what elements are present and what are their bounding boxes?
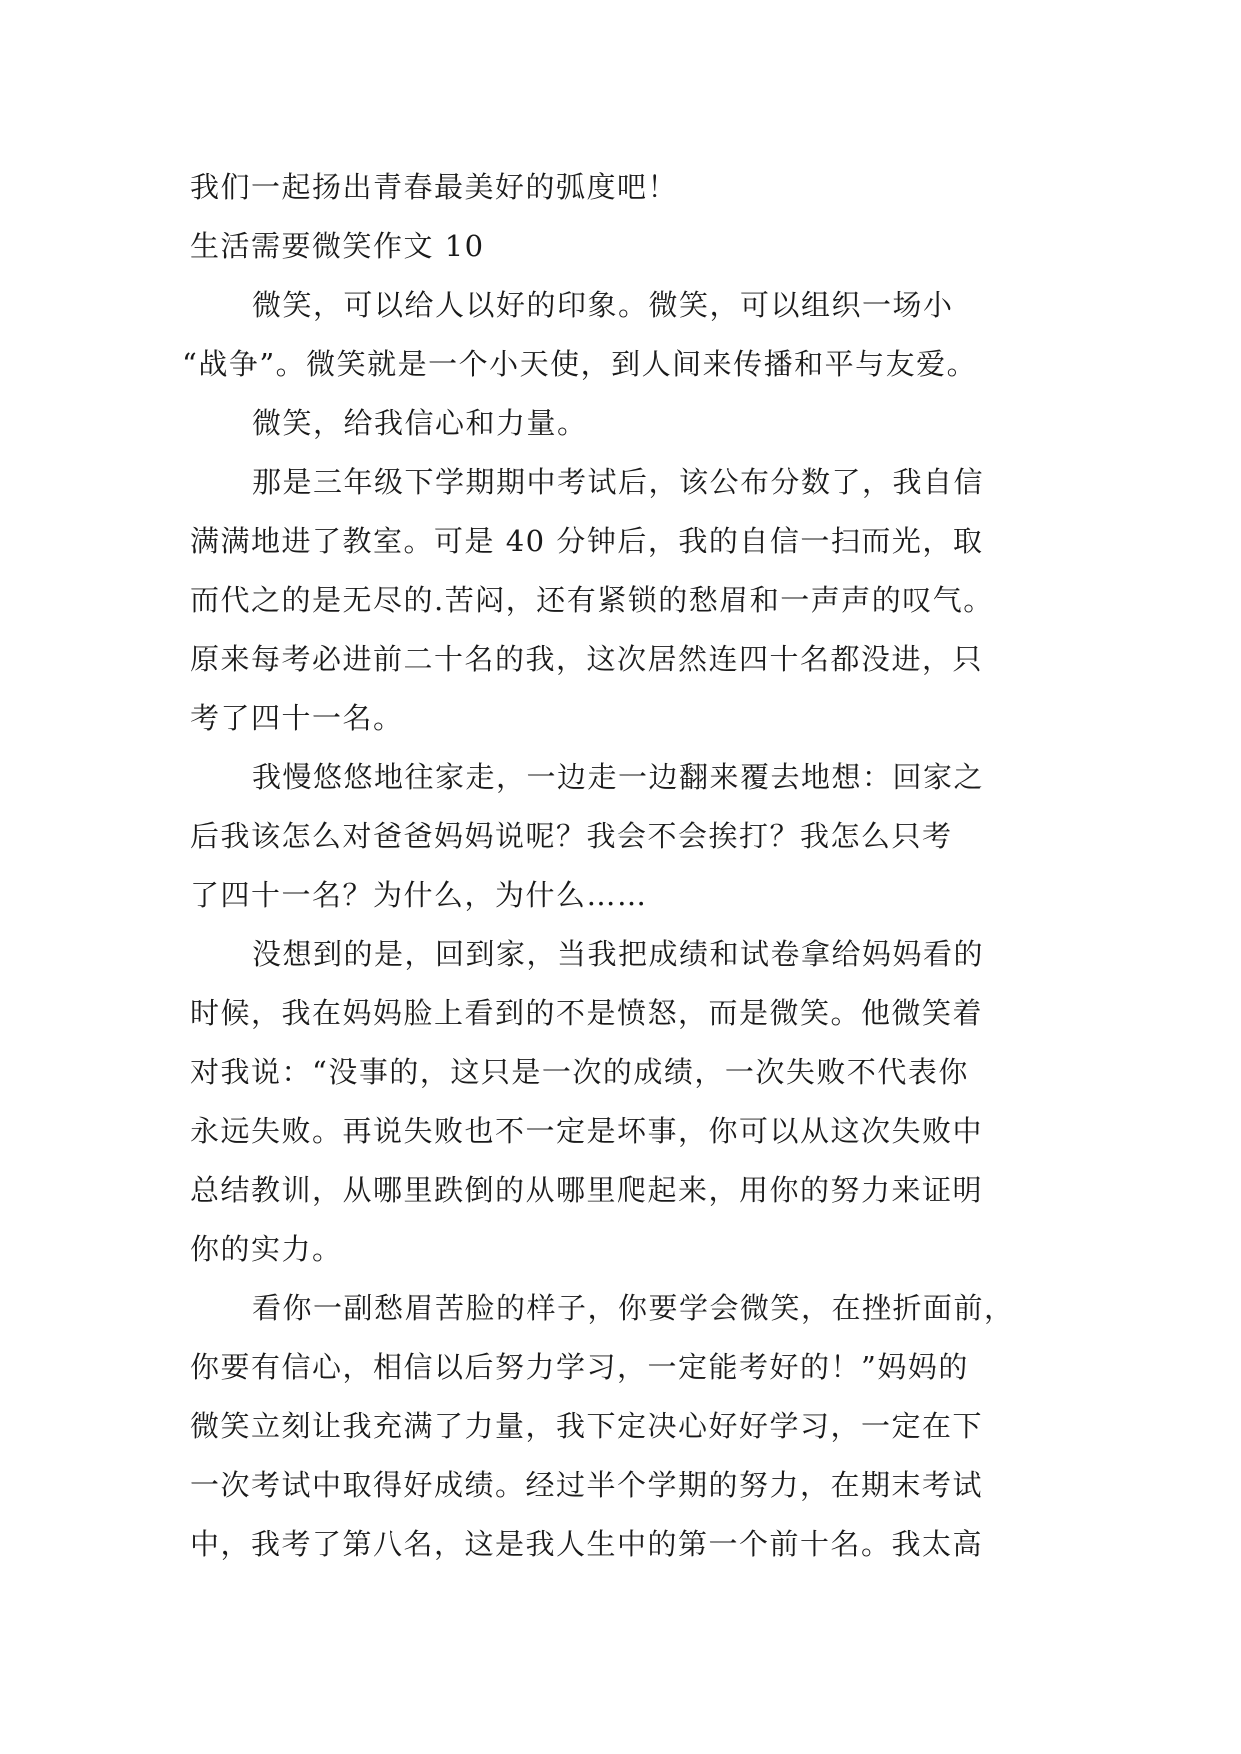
text-line: 总结教训，从哪里跌倒的从哪里爬起来，用你的努力来证明 [190,1173,984,1207]
text-line: 永远失败。再说失败也不一定是坏事，你可以从这次失败中 [190,1114,984,1148]
text-line: “战争”。微笑就是一个小天使，到人间来传播和平与友爱。 [182,347,978,381]
text-line: 时候，我在妈妈脸上看到的不是愤怒，而是微笑。他微笑着 [190,996,984,1030]
text-line: 原来每考必进前二十名的我，这次居然连四十名都没进，只 [190,642,984,676]
text-line: 看你一副愁眉苦脸的样子，你要学会微笑，在挫折面前， [252,1291,1015,1325]
text-line: 微笑立刻让我充满了力量，我下定决心好好学习，一定在下 [190,1409,984,1443]
text-line: 没想到的是，回到家，当我把成绩和试卷拿给妈妈看的 [252,937,985,971]
text-line: 你要有信心，相信以后努力学习，一定能考好的！”妈妈的 [190,1350,969,1384]
text-line: 了四十一名？为什么，为什么…… [190,878,648,912]
text-line: 你的实力。 [190,1232,343,1266]
text-line: 满满地进了教室。可是 40 分钟后，我的自信一扫而光，取 [190,524,984,558]
text-line: 对我说：“没事的，这只是一次的成绩，一次失败不代表你 [190,1055,969,1089]
essay-body [182,158,1070,1574]
text-line: 我们一起扬出青春最美好的弧度吧！ [190,170,679,204]
text-line: 微笑，给我信心和力量。 [252,406,588,440]
text-line: 后我该怎么对爸爸妈妈说呢？我会不会挨打？我怎么只考 [190,819,953,853]
text-line: 一次考试中取得好成绩。经过半个学期的努力，在期末考试 [190,1468,984,1502]
text-line: 而代之的是无尽的.苦闷，还有紧锁的愁眉和一声声的叹气。 [190,583,994,617]
essay-title: 生活需要微笑作文 10 [190,229,485,263]
text-line: 中，我考了第八名，这是我人生中的第一个前十名。我太高 [190,1527,984,1561]
text-line: 微笑，可以给人以好的印象。微笑，可以组织一场小 [252,288,954,322]
text-line: 考了四十一名。 [190,701,404,735]
text-line: 那是三年级下学期期中考试后，该公布分数了，我自信 [252,465,985,499]
text-line: 我慢悠悠地往家走，一边走一边翻来覆去地想：回家之 [252,760,985,794]
